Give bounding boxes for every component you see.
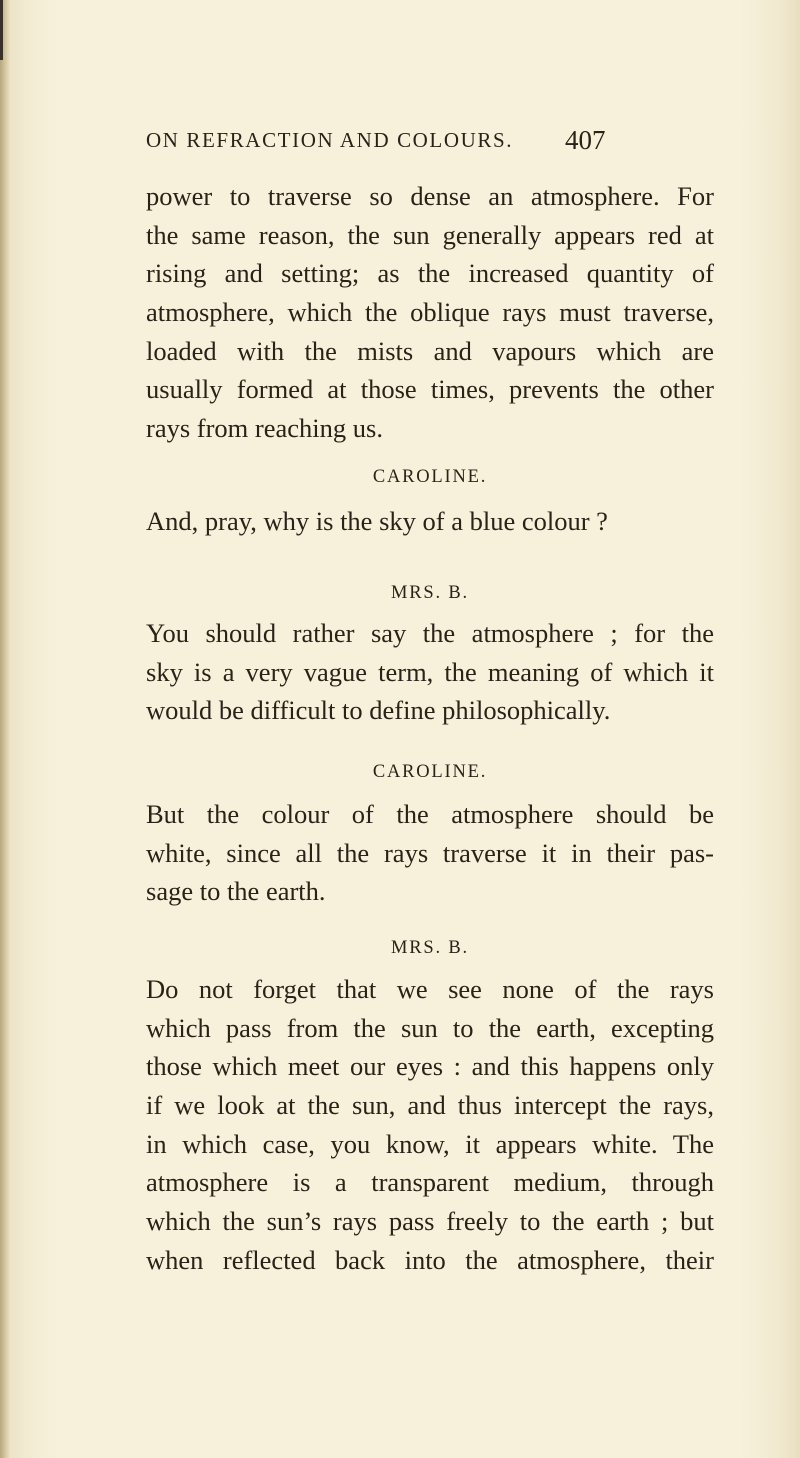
text-line: if we look at the sun, and thus intercept the rays, [146,1090,714,1121]
text-line: the same reason, the sun generally appears red at [146,219,714,250]
speaker-mrs-b: MRS. B. [391,938,469,958]
text-line: atmosphere is a transparent medium, through [146,1167,714,1198]
text-line: rays from reaching us. [146,413,383,444]
text-line: But the colour of the atmosphere should be [146,799,714,829]
text-line: sage to the earth. [146,876,326,907]
text-line: when reflected back into the atmosphere, their [146,1244,714,1275]
speaker-caroline: CAROLINE. [372,467,488,487]
speaker-mrs-b: MRS. B. [391,583,469,603]
text-line: sky is a very vague term, the meaning of which it [146,656,714,687]
page-number: 407 [565,125,606,155]
page-gutter-shadow [0,0,10,1458]
text-line: Do not forget that we see none of the rays [146,974,714,1004]
speaker-caroline: CAROLINE. [372,762,488,782]
text-line: which the sun’s rays pass freely to the earth ; but [146,1206,714,1237]
paragraph-5 [146,970,714,1280]
text-line: You should rather say the atmosphere ; for the [146,618,714,648]
paragraph-3 [146,614,714,730]
paragraph-1 [146,177,714,448]
text-line: usually formed at those times, prevents the other [146,374,714,405]
text-line: those which meet our eyes : and this happens only [146,1051,714,1082]
running-head [146,125,706,168]
text-line: in which case, you know, it appears white. The [146,1128,714,1159]
text-line: rising and setting; as the increased quantity of [146,258,714,289]
paragraph-2 [146,502,714,541]
text-line: would be difficult to define philosophically. [146,695,611,726]
text-line: power to traverse so dense an atmosphere. For [146,181,714,211]
paragraph-4 [146,795,714,911]
running-title: ON REFRACTION AND COLOURS. [146,128,514,152]
text-line: atmosphere, which the oblique rays must traverse, [146,297,714,328]
text-line: loaded with the mists and vapours which are [146,335,714,366]
text-line: which pass from the sun to the earth, excepting [146,1012,714,1043]
text-line: And, pray, why is the sky of a blue colour ? [146,506,608,536]
binding-edge-mark [0,0,3,60]
text-line: white, since all the rays traverse it in their pas- [146,837,714,868]
